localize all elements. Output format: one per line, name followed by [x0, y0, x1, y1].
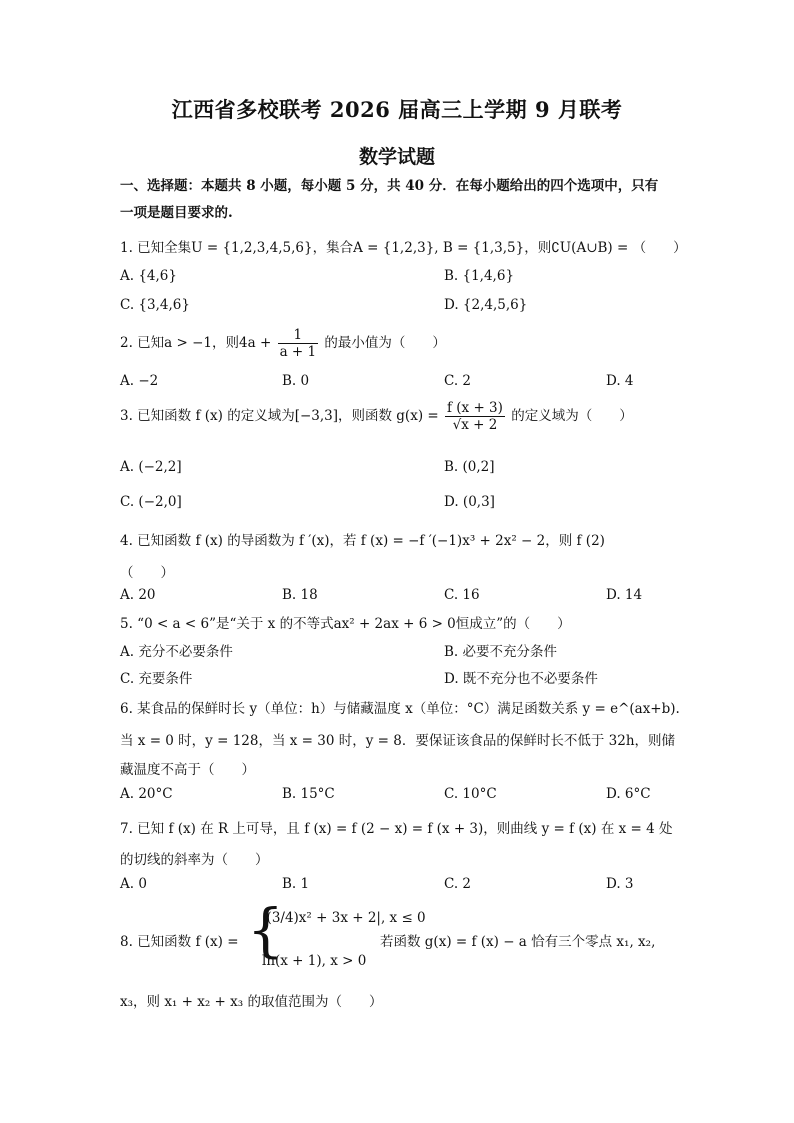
- question-3-stem-pre: 3. 已知函数 f (x) 的定义域为[−3,3]，则函数 g(x) =: [120, 408, 439, 424]
- exam-subtitle: 数学试题: [358, 146, 435, 168]
- question-6-option-d: D. 6°C: [606, 786, 651, 802]
- question-7-option-b: B. 1: [282, 876, 310, 892]
- question-7-option-d: D. 3: [606, 876, 634, 892]
- question-5-option-d: D. 既不充分也不必要条件: [444, 671, 598, 687]
- question-3-stem: [120, 400, 633, 433]
- question-8-piece-2: ln(x + 1), x > 0: [262, 953, 367, 969]
- question-2-frac-num: 1: [278, 327, 319, 344]
- question-3-option-d: D. (0,3]: [444, 494, 495, 510]
- question-6-stem-line3: 藏温度不高于（ ）: [120, 762, 255, 778]
- section-intro: [120, 173, 680, 227]
- question-5-option-b: B. 必要不充分条件: [444, 644, 558, 660]
- question-4-option-d: D. 14: [606, 587, 643, 603]
- question-3-option-a: A. (−2,2]: [120, 459, 182, 475]
- question-8-stem-line2: x₃，则 x₁ + x₂ + x₃ 的取值范围为（ ）: [120, 994, 383, 1010]
- question-4-option-c: C. 16: [444, 587, 480, 603]
- question-1-option-a: A. {4,6}: [120, 268, 177, 284]
- question-2-frac-den: a + 1: [279, 344, 317, 360]
- question-4-stem: 4. 已知函数 f (x) 的导函数为 f ′(x)，若 f (x) = −f ′(−1)x³ + 2x² − 2，则 f (2): [120, 533, 605, 549]
- question-3-fraction: [445, 400, 505, 433]
- question-6-option-c: C. 10°C: [444, 786, 497, 802]
- piecewise-brace: {: [247, 896, 284, 964]
- question-5-option-c: C. 充要条件: [120, 671, 193, 687]
- question-4-option-a: A. 20: [120, 587, 156, 603]
- question-7-option-a: A. 0: [120, 876, 147, 892]
- section-intro-line2: 一项是题目要求的.: [120, 205, 233, 221]
- question-8-piece-1: |(3/4)x² + 3x + 2|, x ≤ 0: [262, 910, 426, 926]
- question-1-stem: 1. 已知全集U = {1,2,3,4,5,6}，集合A = {1,2,3}, B = {1,3,5}，则∁U(A∪B) = （ ）: [120, 240, 687, 256]
- question-1-option-b: B. {1,4,6}: [444, 268, 515, 284]
- question-2-stem: [120, 327, 446, 360]
- section-intro-line1: 一、选择题：本题共 8 小题，每小题 5 分，共 40 分．在每小题给出的四个选项中，只有: [120, 178, 659, 194]
- question-2-option-a: A. −2: [120, 373, 159, 389]
- question-7-stem-line2: 的切线的斜率为（ ）: [120, 852, 269, 868]
- question-8-stem-post: 若函数 g(x) = f (x) − a 恰有三个零点 x₁, x₂,: [380, 934, 656, 950]
- question-3-frac-num: f (x + 3): [446, 400, 503, 416]
- question-3-option-c: C. (−2,0]: [120, 494, 182, 510]
- question-2-option-b: B. 0: [282, 373, 310, 389]
- exam-title: 江西省多校联考 2026 届高三上学期 9 月联考: [171, 97, 623, 122]
- question-2-option-d: D. 4: [606, 373, 634, 389]
- question-3-frac-den: √x + 2: [452, 417, 498, 433]
- question-7-stem: 7. 已知 f (x) 在 R 上可导，且 f (x) = f (2 − x) = f (x + 3)，则曲线 y = f (x) 在 x = 4 处: [120, 821, 673, 837]
- question-3-stem-post: 的定义域为（ ）: [511, 408, 633, 424]
- question-7-option-c: C. 2: [444, 876, 472, 892]
- question-8-stem-pre: 8. 已知函数 f (x) =: [120, 934, 239, 950]
- question-2-fraction: [278, 327, 319, 360]
- question-2-option-c: C. 2: [444, 373, 472, 389]
- question-1-option-c: C. {3,4,6}: [120, 297, 190, 313]
- question-6-option-b: B. 15°C: [282, 786, 335, 802]
- question-6-option-a: A. 20°C: [120, 786, 173, 802]
- question-4-stem-line2: （ ）: [120, 565, 174, 581]
- question-6-stem: 6. 某食品的保鲜时长 y（单位：h）与储藏温度 x（单位：°C）满足函数关系 y = e^(ax+b).: [120, 701, 680, 717]
- question-3-option-b: B. (0,2]: [444, 459, 495, 475]
- question-4-option-b: B. 18: [282, 587, 318, 603]
- question-1-option-d: D. {2,4,5,6}: [444, 297, 528, 313]
- question-2-stem-pre: 2. 已知a > −1，则4a +: [120, 335, 272, 351]
- question-6-stem-line2: 当 x = 0 时，y = 128，当 x = 30 时，y = 8．要保证该食品的保鲜时长不低于 32h，则储: [120, 733, 676, 749]
- question-5-option-a: A. 充分不必要条件: [120, 644, 233, 660]
- question-5-stem: 5. “0 < a < 6”是“关于 x 的不等式ax² + 2ax + 6 > 0恒成立”的（ ）: [120, 616, 571, 632]
- question-2-stem-post: 的最小值为（ ）: [324, 335, 446, 351]
